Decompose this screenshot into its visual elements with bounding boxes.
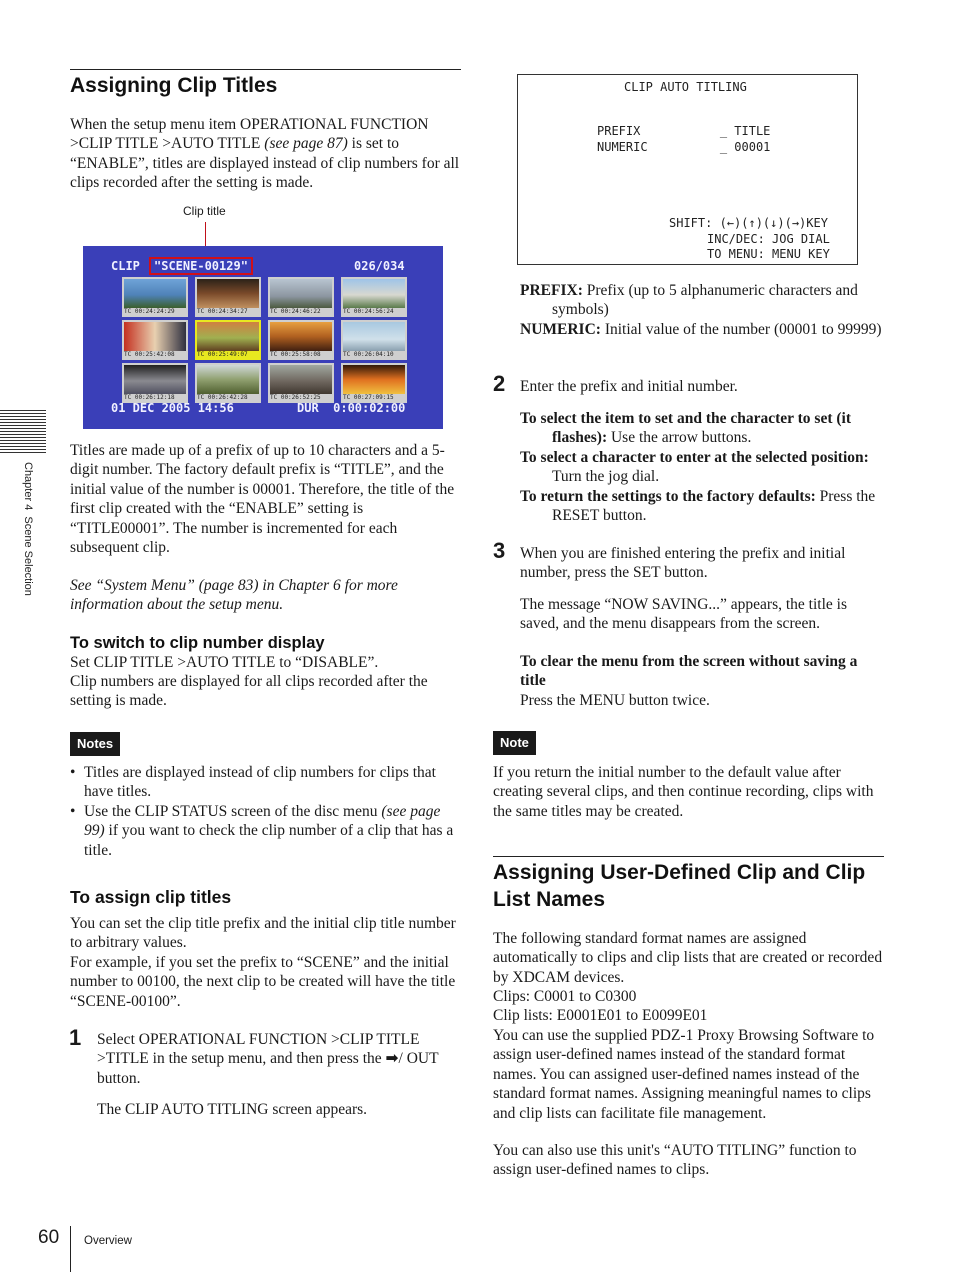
thumbnail-12: TC 00:27:09:15: [341, 363, 407, 403]
assign-paragraph-2: For example, if you set the prefix to “SCENE” and the initial number to 00100, the next clip to be created will have the title “SCENE-00100”.: [70, 954, 456, 1010]
intro-paragraph: [70, 115, 462, 193]
thumbnail-1: TC 00:24:24:29: [122, 277, 188, 317]
section2-cliplists-range: Clip lists: E0001E01 to E0099E01: [493, 1007, 708, 1024]
thumbnail-footer: [83, 401, 443, 417]
section2-paragraph-1: The following standard format names are assigned automatically to clips and clip lists that are created or recorded by XDCAM devices.: [493, 930, 883, 986]
numeric-definition: NUMERIC: Initial value of the number (00001 to 99999): [520, 320, 882, 338]
step-1-text: Select OPERATIONAL FUNCTION >CLIP TITLE >TITLE in the setup menu, and then press the ➡/ OUT button.: [97, 1031, 439, 1087]
thumbnail-4: TC 00:24:56:24: [341, 277, 407, 317]
switch-line-2: Clip numbers are displayed for all clips recorded after the setting is made.: [70, 673, 428, 710]
footer-divider: [70, 1226, 71, 1272]
select-character-definition: To select a character to enter at the selected position: Turn the jog dial.: [520, 448, 869, 486]
thumbnail-7: TC 00:25:58:08: [268, 320, 334, 360]
factory-defaults-definition: To return the settings to the factory defaults: Press the RESET button.: [520, 487, 876, 525]
step-2-text: Enter the prefix and initial number.: [520, 378, 738, 395]
thumbnail-8: TC 00:26:04:10: [341, 320, 407, 360]
intro-text-b: is set to “ENABLE”, titles are displayed instead of clip numbers for all clips recorded after the setting is made.: [70, 135, 460, 192]
thumbnail-header: [83, 256, 443, 278]
section-title-assigning-clip-titles: Assigning Clip Titles: [70, 74, 278, 97]
thumbnail-footer-date: 01 DEC 2005 14:56: [111, 401, 234, 415]
screen-title: CLIP AUTO TITLING: [624, 80, 747, 94]
titles-paragraph: Titles are made up of a prefix of up to 10 characters and a 5-digit number. The factory default prefix is “TITLE”, and the initial value of the number is 00001. Therefore, the title of the first clip created with the “ENABLE” setting is “TITLE00001”. The number is incremented for each subsequent clip.: [70, 442, 455, 557]
prefix-definition: PREFIX: Prefix (up to 5 alphanumeric characters and symbols): [520, 282, 858, 319]
thumbnail-9: TC 00:26:12:18: [122, 363, 188, 403]
step-2-definitions: [520, 409, 882, 525]
clip-counter: 026/034: [354, 259, 405, 273]
intro-page-ref[interactable]: (see page 87): [264, 135, 348, 153]
thumbnail-footer-duration: DUR 0:00:02:00: [297, 401, 406, 415]
page-number: 60: [38, 1227, 60, 1248]
select-item-definition: To select the item to set and the character to set (it flashes): Use the arrow buttons.: [520, 410, 852, 447]
switch-heading: To switch to clip number display: [70, 634, 325, 652]
note-text: If you return the initial number to the default value after creating several clips, and then continue recording, clips with the same titles may be created.: [493, 764, 874, 820]
step-3-message: The message “NOW SAVING...” appears, the title is saved, and the menu disappears from the screen.: [520, 596, 847, 633]
arrow-right-icon: ➡: [385, 1049, 399, 1068]
thumbnail-10: TC 00:26:42:28: [195, 363, 261, 403]
thumbnail-header-clip: CLIP: [111, 259, 140, 273]
notes-label: Notes: [70, 732, 120, 756]
screen-tomenu-line: TO MENU: MENU KEY: [707, 247, 830, 261]
chapter-tab-stripes: [0, 410, 46, 453]
step-1-number: 1: [69, 1025, 82, 1050]
footer-section-name: Overview: [84, 1235, 132, 1247]
clip-auto-titling-screen: [517, 74, 858, 265]
step-2-number: 2: [493, 371, 506, 396]
intro-text-a: When the setup menu item OPERATIONAL FUNCTION >CLIP TITLE >AUTO TITLE: [70, 116, 429, 153]
thumbnail-2: TC 00:24:34:27: [195, 277, 261, 317]
section2-paragraph-2: You can use the supplied PDZ-1 Proxy Browsing Software to assign user-defined names instead of the standard format names. You can assigned user-defined names instead of the standard format names. Assigning meaningful names to clips and clip lists can facilitate file management.: [493, 1027, 875, 1122]
section-rule-top: [70, 69, 461, 70]
screen-prefix-row: PREFIX _ TITLE: [597, 124, 771, 138]
step-3-text: When you are finished entering the prefix and initial number, press the SET button.: [520, 545, 846, 582]
clip-title-callout-label: Clip title: [183, 204, 226, 218]
section-rule-2: [493, 856, 884, 857]
switch-line-1: Set CLIP TITLE >AUTO TITLE to “DISABLE”.: [70, 654, 379, 671]
clip-title-highlight: "SCENE-00129": [149, 257, 253, 275]
notes-list: [70, 763, 462, 860]
note-item-1: • Titles are displayed instead of clip numbers for clips that have titles.: [70, 763, 462, 802]
screen-incdec-line: INC/DEC: JOG DIAL: [707, 232, 830, 246]
screen-numeric-row: NUMERIC _ 00001: [597, 140, 771, 154]
section2-clips-range: Clips: C0001 to C0300: [493, 988, 637, 1005]
note-page-ref[interactable]: (see page 99): [84, 802, 441, 840]
assign-heading: To assign clip titles: [70, 887, 232, 907]
thumbnail-grid: [122, 277, 412, 403]
step-3-number: 3: [493, 538, 506, 563]
section-title-user-defined-names: Assigning User-Defined Clip and Clip List Names: [493, 861, 866, 911]
thumbnail-5: TC 00:25:42:08: [122, 320, 188, 360]
clear-menu-heading: To clear the menu from the screen without saving a title: [520, 653, 858, 690]
chapter-side-label: Chapter 4 Scene Selection: [22, 462, 34, 596]
thumbnail-6-selected: TC 00:25:49:07: [195, 320, 261, 360]
screen-definitions: [520, 281, 882, 339]
note-item-2: • Use the CLIP STATUS screen of the disc menu (see page 99) if you want to check the clip number of a clip that has a title.: [70, 802, 462, 860]
thumbnail-3: TC 00:24:46:22: [268, 277, 334, 317]
clip-thumbnail-screenshot: [83, 246, 443, 429]
see-also-note: See “System Menu” (page 83) in Chapter 6 for more information about the setup menu.: [70, 577, 398, 614]
thumbnail-11: TC 00:26:52:25: [268, 363, 334, 403]
clear-menu-text: Press the MENU button twice.: [520, 692, 710, 709]
assign-paragraph-1: You can set the clip title prefix and the initial clip title number to arbitrary values.: [70, 915, 456, 952]
note-label: Note: [493, 731, 536, 755]
section2-paragraph-3: You can also use this unit's “AUTO TITLING” function to assign user-defined names to clips.: [493, 1142, 857, 1179]
step-1-result: The CLIP AUTO TITLING screen appears.: [97, 1101, 368, 1118]
screen-shift-line: SHIFT: (←)(↑)(↓)(→)KEY: [669, 216, 828, 230]
